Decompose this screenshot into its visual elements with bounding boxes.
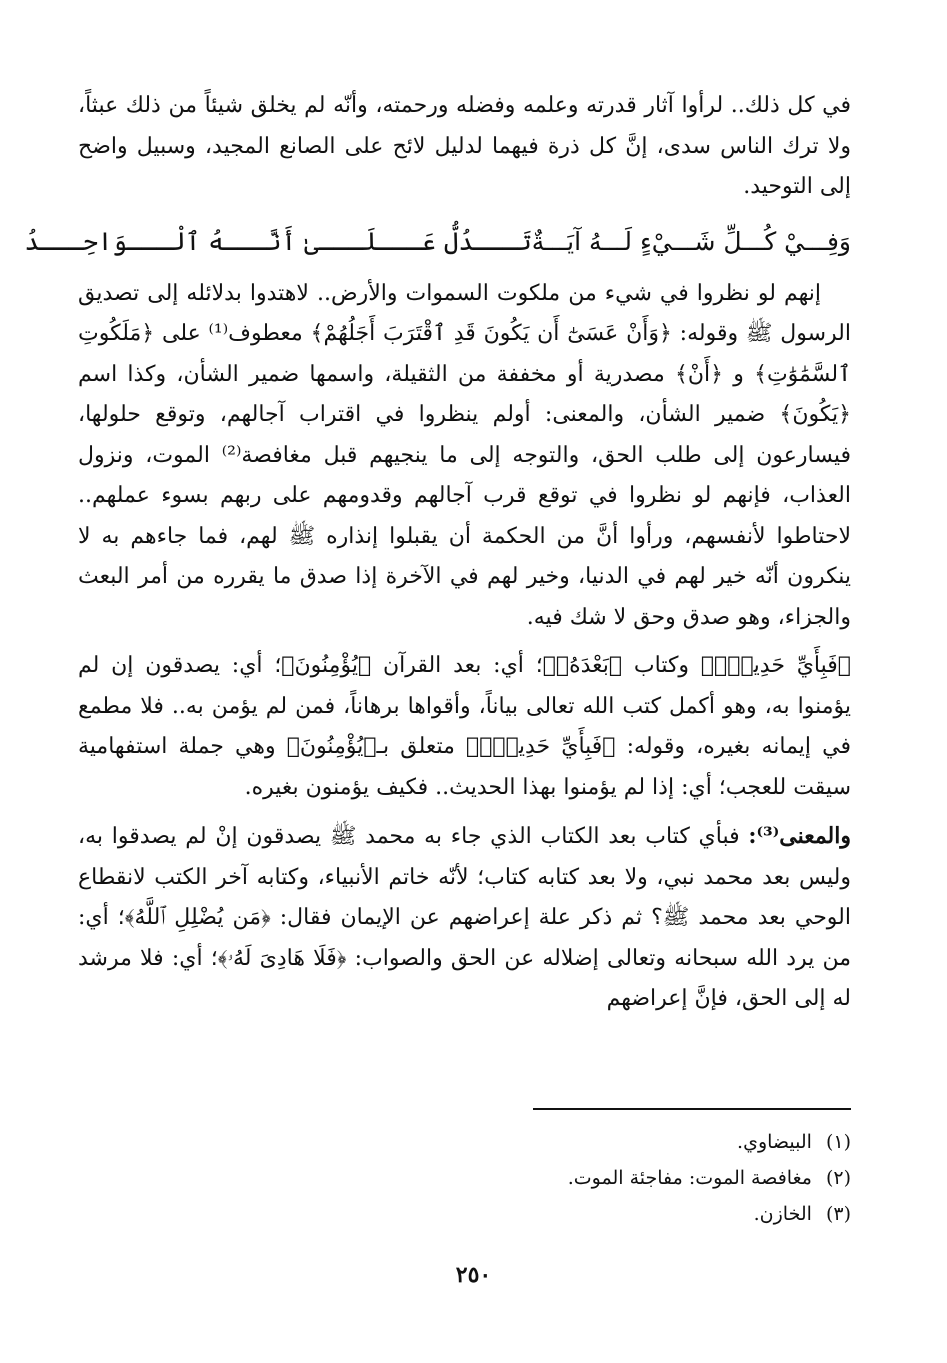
page-number: ٢٥٠	[455, 1262, 492, 1288]
footnote-number: (٣)	[825, 1203, 851, 1225]
footnote-divider	[533, 1108, 851, 1110]
footnote-2	[251, 1160, 851, 1196]
paragraph-2: إنهم لو نظروا في شيء من ملكوت السموات والأرض.. لاهتدوا بدلائله إلى تصديق الرسول ﷺ وقوله: ﴿وَأَنْ عَسَىٰٓ أَن يَكُونَ قَدِ ٱقْتَرَبَ أَجَلُهُمْ﴾ معطوف⁽¹⁾ على ﴿مَلَكُوتِ ٱلسَّمَٰوَٰتِ﴾ و ﴿أَنْ﴾ مصدرية أو مخففة من الثقيلة، واسمها ضمير الشأن، وكذا اسم ﴿يَكُونَ﴾ ضمير الشأن، والمعنى: أولم ينظروا في اقتراب آجالهم، وتوقع حلولها، فيسارعون إلى طلب الحق، والتوجه إلى ما ينجيهم قبل مغافصة⁽²⁾ الموت، ونزول العذاب، فإنهم لو نظروا في توقع قرب آجالهم وقدومهم على ربهم بسوء عملهم.. لاحتاطوا لأنفسهم، ورأوا أنَّ من الحكمة أن يقبلوا إنذاره ﷺ لهم، فما جاءهم به لا ينكرون أنّه خير لهم في الدنيا، وخير لهم في الآخرة إذا صدق ما يقرره من أمر البعث والجزاء، وهو صدق وحق لا شك فيه.	[78, 280, 851, 630]
paragraph-4	[78, 816, 851, 1020]
verse-second-hemistich: تَـــدُلُّ عَـــلَـــىٰ أَنَّـــهُ ٱلْـــوَاحِـــدُ	[24, 226, 532, 256]
footnote-number: (١)	[825, 1131, 851, 1153]
verse-first-hemistich: وَفِـــيْ كُـــلِّ شَـــيْءٍ لَـــهُ آيَـــةٌ	[531, 226, 851, 256]
paragraph-4-text: فبأي كتاب بعد الكتاب الذي جاء به محمد ﷺ يصدقون إنْ لم يصدقوا به، وليس بعد محمد نبي، ولا بعد كتابه كتاب؛ لأنّه خاتم الأنبياء، وكتابه آخر الكتب لانقطاع الوحي بعد محمد ﷺ؟ ثم ذكر علة إعراضهم عن الإيمان فقال: ﴿مَن يُضْلِلِ ٱللَّهُ﴾؛ أي: من يرد الله سبحانه وتعالى إضلاله عن الحق والصواب: ﴿فَلَا هَادِىَ لَهُۥ﴾؛ أي: فلا مرشد له إلى الحق، فإنَّ إعراضهم	[78, 824, 851, 1011]
footnote-3	[251, 1196, 851, 1232]
footnote-text: البيضاوي.	[737, 1131, 812, 1153]
paragraph-1: في كل ذلك.. لرأوا آثار قدرته وعلمه وفضله ورحمته، وأنّه لم يخلق شيئاً من ذلك عبثاً، ولا ترك الناس سدى، إنَّ كل ذرة فيهما لدليل لائح على الصانع المجيد، وسبيل واضح إلى التوحيد.	[78, 93, 851, 199]
footnote-1	[251, 1124, 851, 1160]
footnote-number: (٢)	[825, 1167, 851, 1189]
paragraph-3: ﴿فَبِأَيِّ حَدِيثٍۭ﴾ وكتاب ﴿بَعْدَهُۥ﴾؛ أي: بعد القرآن ﴿يُؤْمِنُونَ﴾؛ أي: يصدقون إن لم يؤمنوا به، وهو أكمل كتب الله تعالى بياناً، وأقواها برهاناً، فمن لم يؤمن به.. فلا مطمع في إيمانه بغيره، وقوله: ﴿فَبِأَيِّ حَدِيثٍۭ﴾ متعلق بـ﴿يُؤْمِنُونَ﴾ وهي جملة استفهامية سيقت للعجب؛ أي: إذا لم يؤمنوا بهذا الحديث.. فكيف يؤمنون بغيره.	[78, 653, 851, 800]
footnote-text: مغافصة الموت: مفاجئة الموت.	[567, 1167, 812, 1189]
lead-word: والمعنى⁽³⁾:	[748, 823, 851, 849]
footnote-text: الخازن.	[753, 1203, 812, 1225]
poetry-verse	[24, 218, 851, 266]
footnotes	[251, 1124, 851, 1232]
